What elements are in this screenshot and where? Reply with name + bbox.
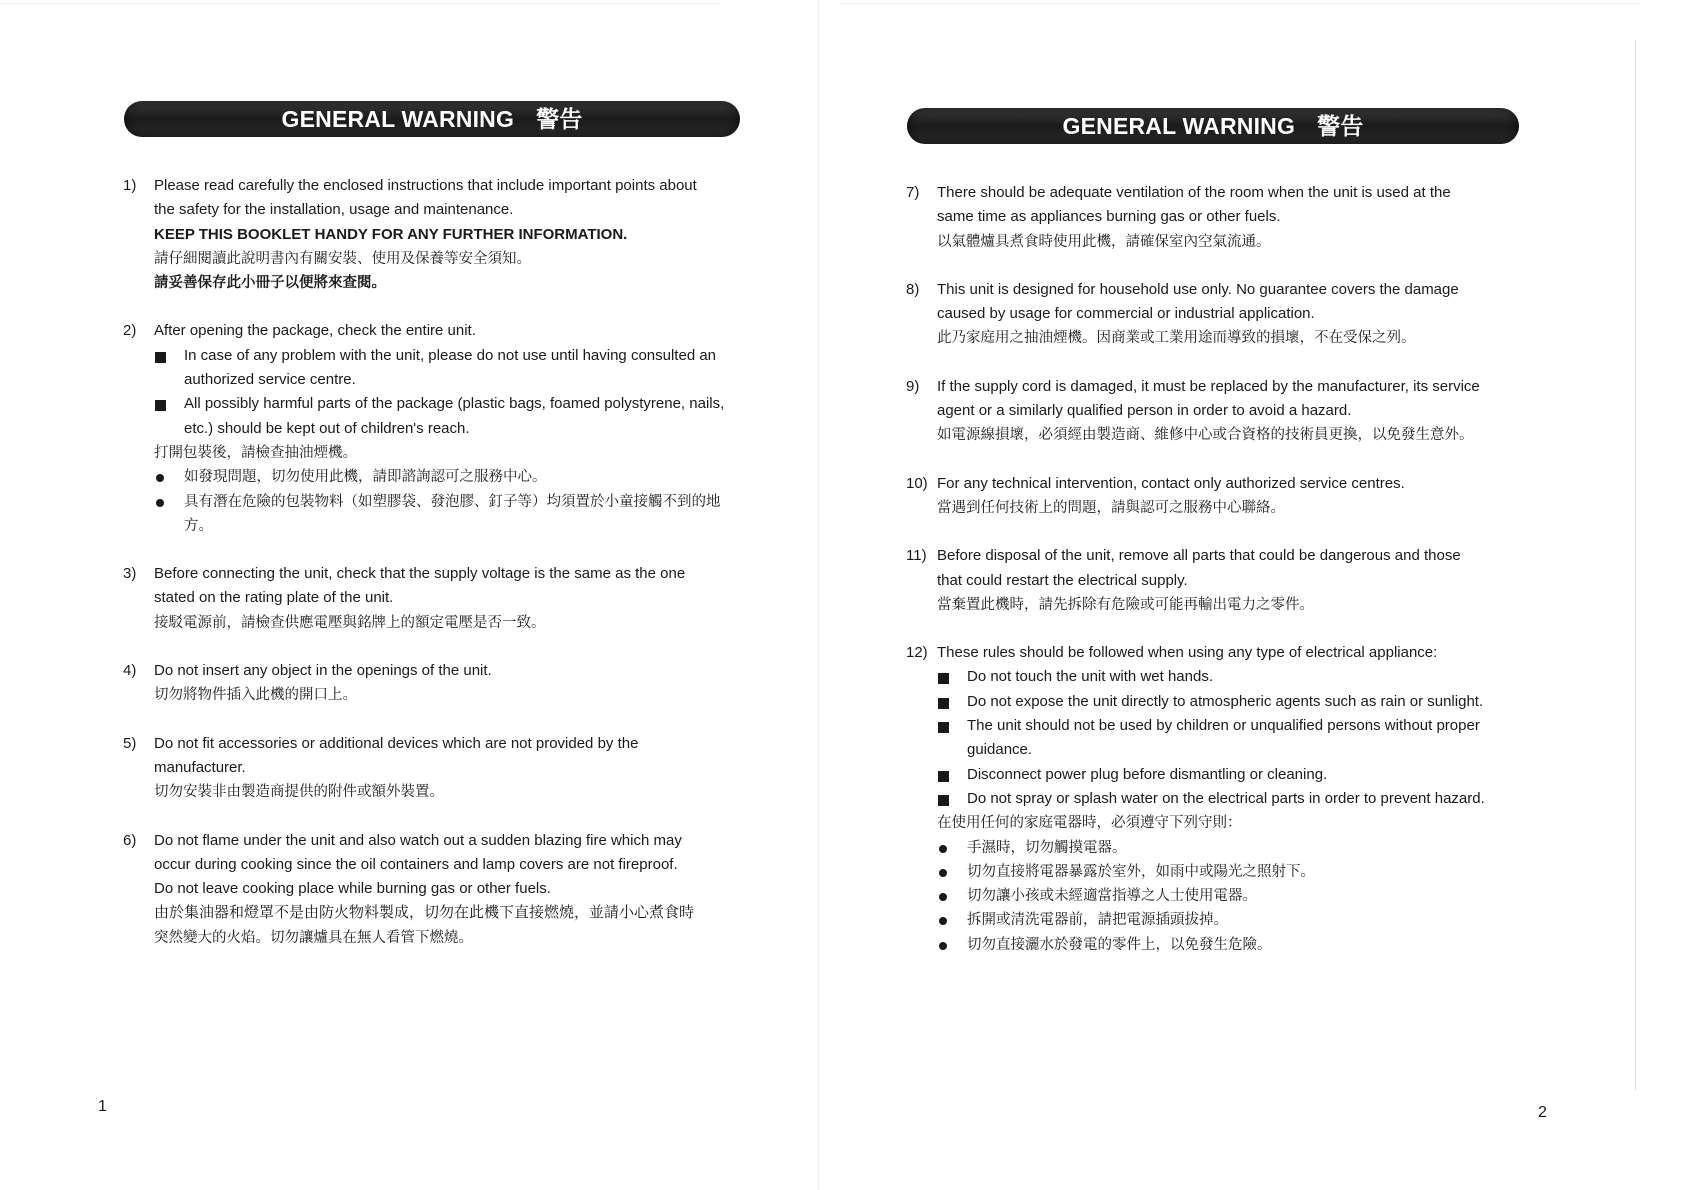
item-text — [154, 780, 743, 804]
line-text: There should be adequate ventilation of the room when the unit is used at the — [937, 184, 1451, 201]
item-text — [154, 877, 743, 901]
line-text: Before connecting the unit, check that the supply voltage is the same as the one — [154, 565, 686, 583]
banner-title-en: GENERAL WARNING — [281, 106, 515, 132]
item-text — [154, 683, 743, 707]
item-number: 1) — [123, 177, 137, 194]
line-text: Do not insert any object in the openings of the unit. — [154, 662, 492, 680]
item-text — [937, 278, 1526, 302]
warning-item — [906, 544, 1526, 617]
item-text — [154, 223, 743, 247]
line-text: In case of any problem with the unit, please do not use until having consulted an authorized service centre. — [184, 346, 717, 389]
square-bullet-icon — [938, 673, 949, 684]
line-text: 請仔細閱讀此說明書內有關安裝、使用及保養等安全須知。 — [154, 250, 531, 267]
item-number: 2) — [123, 322, 137, 340]
item-text — [154, 611, 743, 635]
line-text: 切勿將物件插入此機的開口上。 — [154, 687, 357, 704]
square-bullet-icon — [155, 352, 166, 363]
line-text: Please read carefully the enclosed instructions that include important points about — [154, 177, 697, 194]
item-number: 12) — [906, 644, 928, 662]
warning-list — [906, 181, 1526, 981]
item-number: 8) — [906, 280, 920, 298]
warning-item — [906, 278, 1526, 351]
line-text: After opening the package, check the entire unit. — [154, 322, 476, 340]
warning-item — [123, 659, 743, 708]
bullet-point — [937, 933, 1526, 957]
general-warning-banner — [124, 101, 740, 137]
square-bullet-icon — [155, 400, 166, 411]
item-text — [937, 472, 1526, 496]
item-text — [937, 569, 1526, 593]
line-text: same time as appliances burning gas or other fuels. — [937, 208, 1281, 226]
round-bullet-icon — [939, 917, 947, 925]
item-text — [937, 496, 1526, 520]
item-number: 7) — [906, 184, 920, 201]
item-text — [937, 375, 1526, 399]
item-text — [154, 174, 743, 198]
page-1 — [0, 0, 841, 1190]
item-text — [154, 247, 743, 271]
item-text — [937, 302, 1526, 326]
bullet-point — [154, 344, 743, 393]
item-number: 5) — [123, 734, 137, 752]
line-text: Do not flame under the unit and also watch out a sudden blazing fire which may — [154, 831, 682, 849]
square-bullet-icon — [938, 698, 949, 709]
item-text — [937, 593, 1526, 617]
line-text: manufacturer. — [154, 758, 246, 776]
line-text: 此乃家庭用之抽油煙機。因商業或工業用途而導致的損壞，不在受保之列。 — [937, 330, 1416, 347]
line-text: Disconnect power plug before dismantling or cleaning. — [967, 765, 1328, 783]
item-text — [154, 319, 743, 343]
item-text — [937, 811, 1526, 835]
warning-item — [123, 319, 743, 538]
line-text: 切勿安裝非由製造商提供的附件或額外裝置。 — [154, 784, 444, 801]
bullet-point — [937, 787, 1526, 811]
line-text: Do not fit accessories or additional devices which are not provided by the — [154, 734, 639, 752]
general-warning-banner — [907, 108, 1519, 144]
item-number: 9) — [906, 377, 920, 395]
line-text: Do not spray or splash water on the electrical parts in order to prevent hazard. — [967, 789, 1485, 807]
item-text — [154, 562, 743, 586]
line-text: 切勿讓小孩或未經適當指導之人士使用電器。 — [967, 888, 1257, 905]
page-2 — [841, 0, 1683, 1190]
warning-list — [123, 174, 743, 974]
line-text: 由於集油器和燈罩不是由防火物料製成，切勿在此機下直接燃燒，並請小心煮食時 — [154, 904, 695, 922]
item-text — [937, 641, 1526, 665]
warning-item — [123, 174, 743, 295]
item-number: 4) — [123, 662, 137, 680]
item-text — [937, 205, 1526, 229]
line-text: KEEP THIS BOOKLET HANDY FOR ANY FURTHER INFORMATION. — [154, 225, 628, 243]
item-text — [154, 926, 743, 950]
item-text — [154, 659, 743, 683]
line-text: 拆開或清洗電器前，請把電源插頭拔掉。 — [967, 912, 1228, 929]
item-text — [154, 198, 743, 222]
line-text: For any technical intervention, contact only authorized service centres. — [937, 474, 1405, 492]
warning-item — [906, 472, 1526, 521]
bullet-point — [937, 690, 1526, 714]
banner-title-zh: 警告 — [1317, 114, 1364, 140]
item-number: 6) — [123, 831, 137, 849]
line-text: Before disposal of the unit, remove all parts that could be dangerous and those — [937, 547, 1461, 565]
line-text: 如發現問題，切勿使用此機，請即諮詢認可之服務中心。 — [184, 469, 547, 486]
banner-title-zh: 警告 — [536, 107, 583, 133]
item-text — [154, 901, 743, 925]
warning-item — [906, 181, 1526, 254]
item-text — [154, 271, 743, 295]
round-bullet-icon — [156, 474, 164, 482]
line-text: 如電源線損壞，必須經由製造商、維修中心或合資格的技術員更換，以免發生意外。 — [937, 427, 1474, 444]
bullet-point — [937, 714, 1526, 763]
line-text: that could restart the electrical supply. — [937, 571, 1188, 589]
item-text — [154, 853, 743, 877]
item-number: 10) — [906, 474, 928, 492]
item-text — [154, 441, 743, 465]
item-number: 3) — [123, 565, 137, 583]
line-text: 具有潛在危險的包裝物料（如塑膠袋、發泡膠、釘子等）均須置於小童接觸不到的地方。 — [184, 493, 721, 534]
bullet-point — [937, 860, 1526, 884]
item-number: 11) — [906, 547, 927, 565]
line-text: 切勿直接灑水於發電的零件上，以免發生危險。 — [967, 936, 1272, 953]
round-bullet-icon — [939, 893, 947, 901]
line-text: These rules should be followed when using any type of electrical appliance: — [937, 644, 1438, 662]
bullet-point — [937, 908, 1526, 932]
banner-title-en: GENERAL WARNING — [1062, 113, 1296, 139]
line-text: 接駁電源前，請檢查供應電壓與銘牌上的額定電壓是否一致。 — [154, 614, 546, 631]
page-number: 1 — [98, 1098, 107, 1115]
round-bullet-icon — [939, 845, 947, 853]
item-text — [937, 423, 1526, 447]
warning-item — [123, 829, 743, 950]
line-text: Do not touch the unit with wet hands. — [967, 668, 1213, 686]
round-bullet-icon — [939, 942, 947, 950]
line-text: 在使用任何的家庭電器時，必須遵守下列守則： — [937, 815, 1242, 832]
item-text — [937, 544, 1526, 568]
line-text: This unit is designed for household use only. No guarantee covers the damage — [937, 280, 1459, 298]
item-text — [937, 230, 1526, 254]
warning-item — [906, 375, 1526, 448]
item-text — [937, 399, 1526, 423]
page-number: 2 — [1538, 1104, 1547, 1121]
bullet-point — [937, 665, 1526, 689]
line-text: 突然變大的火焰。切勿讓爐具在無人看管下燃燒。 — [154, 929, 473, 946]
line-text: 切勿直接將電器暴露於室外，如雨中或陽光之照射下。 — [967, 863, 1315, 880]
line-text: caused by usage for commercial or industrial application. — [937, 305, 1315, 323]
line-text: 請妥善保存此小冊子以便將來查閱。 — [154, 275, 386, 292]
square-bullet-icon — [938, 795, 949, 806]
line-text: 以氣體爐具煮食時使用此機，請確保室內空氣流通。 — [937, 233, 1271, 250]
line-text: The unit should not be used by children or unqualified persons without proper guidance. — [967, 717, 1480, 759]
bullet-point — [937, 763, 1526, 787]
line-text: the safety for the installation, usage and maintenance. — [154, 201, 514, 219]
line-text: Do not expose the unit directly to atmospheric agents such as rain or sunlight. — [967, 692, 1484, 710]
line-text: 手濕時，切勿觸摸電器。 — [967, 839, 1127, 856]
item-text — [154, 829, 743, 853]
line-text: occur during cooking since the oil containers and lamp covers are not fireproof. — [154, 855, 678, 873]
bullet-point — [154, 392, 743, 441]
square-bullet-icon — [938, 771, 949, 782]
line-text: agent or a similarly qualified person in order to avoid a hazard. — [937, 402, 1352, 420]
square-bullet-icon — [938, 722, 949, 733]
bullet-point — [937, 884, 1526, 908]
line-text: stated on the rating plate of the unit. — [154, 589, 394, 607]
line-text: If the supply cord is damaged, it must be replaced by the manufacturer, its service — [937, 377, 1480, 395]
warning-item — [123, 562, 743, 635]
item-text — [154, 732, 743, 756]
line-text: 當棄置此機時，請先拆除有危險或可能再輸出電力之零件。 — [937, 596, 1314, 613]
item-text — [154, 586, 743, 610]
round-bullet-icon — [156, 499, 164, 507]
bullet-point — [154, 490, 743, 539]
line-text: All possibly harmful parts of the package (plastic bags, foamed polystyrene, nails, etc.) should be kept out of children's reach. — [184, 395, 725, 437]
line-text: 當遇到任何技術上的問題，請與認可之服務中心聯絡。 — [937, 499, 1285, 516]
item-text — [154, 756, 743, 780]
warning-item — [906, 641, 1526, 957]
round-bullet-icon — [939, 869, 947, 877]
line-text: 打開包裝後，請檢查抽油煙機。 — [154, 444, 357, 461]
bullet-point — [154, 465, 743, 489]
bullet-point — [937, 836, 1526, 860]
warning-item — [123, 732, 743, 805]
item-text — [937, 326, 1526, 350]
item-text — [937, 181, 1526, 205]
line-text: Do not leave cooking place while burning gas or other fuels. — [154, 880, 551, 898]
